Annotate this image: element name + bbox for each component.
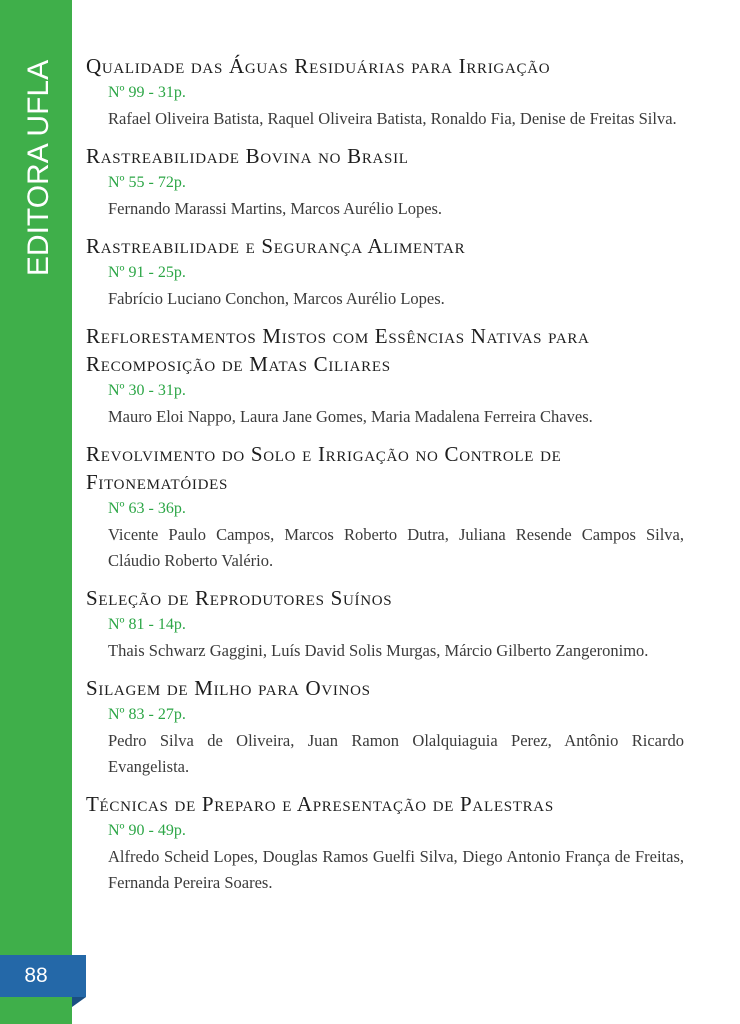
entry-authors: Fernando Marassi Martins, Marcos Aurélio Lopes. [108,199,443,218]
entry-number-pages: Nº 81 - 14p. [108,616,186,633]
entry-authors: Mauro Eloi Nappo, Laura Jane Gomes, Maria Madalena Ferreira Chaves. [108,407,593,426]
publisher-brand-text: EDITORA UFLA [22,59,55,277]
entry-title: Rastreabilidade e Segurança Alimentar [86,234,466,258]
catalog-entry [86,674,684,780]
entry-number-pages: Nº 55 - 72p. [108,174,186,191]
entry-number-pages: Nº 91 - 25p. [108,264,186,281]
sidebar [0,0,72,1024]
publisher-brand [8,48,64,288]
entry-number-pages: Nº 63 - 36p. [108,500,186,517]
page-tab-fold [72,997,86,1007]
catalog-entry [86,232,684,312]
entry-title: Silagem de Milho para Ovinos [86,676,371,700]
entry-title: Revolvimento do Solo e Irrigação no Controle de Fitonematóides [86,442,562,494]
entry-number-pages: Nº 30 - 31p. [108,382,186,399]
entry-authors: Rafael Oliveira Batista, Raquel Oliveira Batista, Ronaldo Fia, Denise de Freitas Silva. [108,109,677,128]
catalog-entry [86,142,684,222]
entry-title: Seleção de Reprodutores Suínos [86,586,393,610]
catalog-entry [86,440,684,574]
entry-number-pages: Nº 83 - 27p. [108,706,186,723]
entry-authors: Fabrício Luciano Conchon, Marcos Aurélio Lopes. [108,289,445,308]
entry-authors: Vicente Paulo Campos, Marcos Roberto Dutra, Juliana Resende Campos Silva, Cláudio Roberto Valério. [108,525,684,570]
catalog-entry [86,790,684,896]
entry-number-pages: Nº 99 - 31p. [108,84,186,101]
entry-authors: Pedro Silva de Oliveira, Juan Ramon Olalquiaguia Perez, Antônio Ricardo Evangelista. [108,731,684,776]
entry-title: Qualidade das Águas Residuárias para Irrigação [86,54,551,78]
catalog-entry [86,584,684,664]
catalog-entry [86,52,684,132]
catalog-list [86,52,684,906]
publisher-brand-svg [8,48,64,288]
entry-title: Rastreabilidade Bovina no Brasil [86,144,409,168]
entry-authors: Alfredo Scheid Lopes, Douglas Ramos Guelfi Silva, Diego Antonio França de Freitas, Fernanda Pereira Soares. [108,847,684,892]
catalog-entry [86,322,684,430]
entry-title: Técnicas de Preparo e Apresentação de Palestras [86,792,554,816]
entry-title: Reflorestamentos Mistos com Essências Nativas para Recomposição de Matas Ciliares [86,324,590,376]
entry-number-pages: Nº 90 - 49p. [108,822,186,839]
page-number: 88 [24,964,48,987]
entry-authors: Thais Schwarz Gaggini, Luís David Solis Murgas, Márcio Gilberto Zangeronimo. [108,641,649,660]
